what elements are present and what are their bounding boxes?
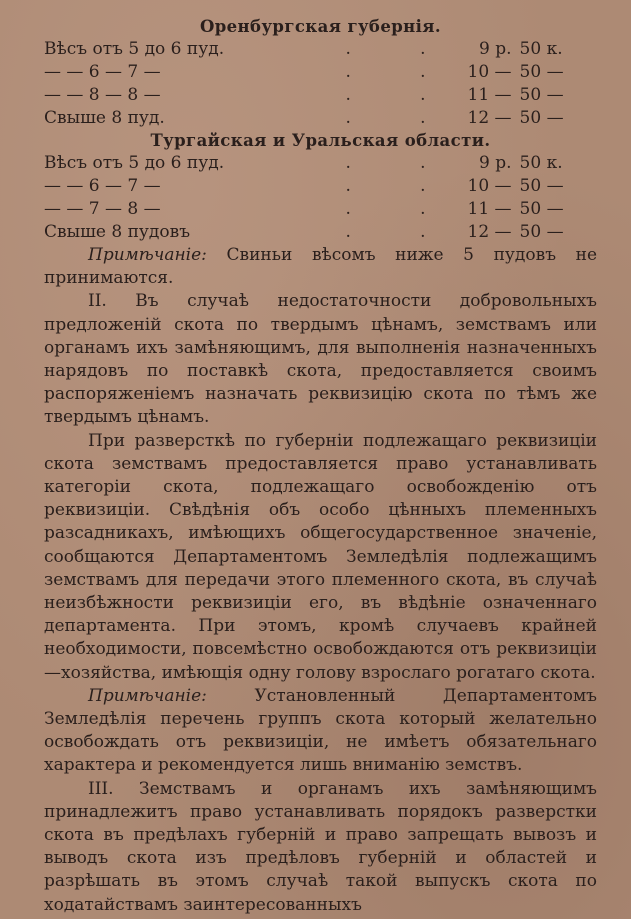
leader-dot: . bbox=[345, 85, 351, 105]
note-label: Примѣчаніе: bbox=[88, 685, 207, 706]
weight-range: — — 6 — 7 — bbox=[44, 176, 161, 196]
price-row bbox=[44, 84, 597, 107]
note-text: Свиньи вѣсомъ ниже 5 пудовъ не принимаются. bbox=[44, 245, 598, 289]
price-kopecks: 50 — bbox=[519, 199, 564, 219]
turgai-heading: Тургайская и Уральская области. bbox=[150, 131, 491, 150]
price-rubles: 9 р. bbox=[479, 153, 512, 173]
price-rubles: 11 — bbox=[467, 85, 512, 105]
price-kopecks: 50 к. bbox=[519, 153, 563, 173]
price-rubles: 9 р. bbox=[479, 39, 512, 59]
paragraph-III: III. Земствамъ и органамъ ихъ замѣняющимъ принадлежитъ право устанавливать порядокъ разверстки скота въ предѣлахъ губерній и право запрещать вывозъ и выводъ скота изъ предѣловъ губерній и областей и разрѣшать въ этомъ случаѣ такой выпускъ скота по ходатайствамъ заинтересованныхъ bbox=[44, 778, 597, 915]
note-exemption-list bbox=[44, 685, 597, 778]
leader-dot: . bbox=[420, 199, 426, 219]
price-row bbox=[44, 152, 597, 175]
weight-range: Вѣсъ отъ 5 до 6 пуд. bbox=[44, 39, 225, 59]
orenburg-price-table bbox=[44, 38, 597, 130]
price-kopecks: 50 — bbox=[519, 176, 564, 196]
weight-range: — — 7 — 8 — bbox=[44, 199, 161, 219]
leader-dot: . bbox=[420, 222, 426, 242]
leader-dot: . bbox=[420, 108, 426, 128]
leader-dot: . bbox=[345, 176, 351, 196]
leader-dot: . bbox=[420, 153, 426, 173]
orenburg-heading: Оренбургская губернія. bbox=[199, 17, 442, 36]
leader-dot: . bbox=[345, 62, 351, 82]
price-row bbox=[44, 175, 597, 198]
price-kopecks: 50 — bbox=[519, 222, 564, 242]
price-row bbox=[44, 61, 597, 84]
turgai-price-table bbox=[44, 152, 597, 244]
price-row bbox=[44, 198, 597, 221]
price-kopecks: 50 — bbox=[519, 62, 564, 82]
leader-dot: . bbox=[420, 85, 426, 105]
weight-range: Свыше 8 пудовъ bbox=[44, 222, 191, 242]
weight-range: — — 8 — 8 — bbox=[44, 85, 161, 105]
leader-dot: . bbox=[345, 222, 351, 242]
leader-dot: . bbox=[345, 39, 351, 59]
leader-dot: . bbox=[420, 62, 426, 82]
price-rubles: 10 — bbox=[467, 176, 512, 196]
leader-dot: . bbox=[420, 39, 426, 59]
price-rubles: 11 — bbox=[467, 199, 512, 219]
note-text: Установленный Департаментомъ Земледѣлія перечень группъ скота который желательно освобождать отъ реквизиціи, не имѣетъ обязательнаго характера и рекомендуется лишь вниманію земствъ. bbox=[44, 685, 597, 776]
price-kopecks: 50 — bbox=[519, 108, 564, 128]
price-row bbox=[44, 38, 597, 61]
price-rubles: 10 — bbox=[467, 62, 512, 82]
paragraph-razverstka: При разверсткѣ по губерніи подлежащаго реквизиціи скота земствамъ предоставляется право устанавливать категоріи скота, подлежащаго освобожденію отъ реквизиціи. Свѣдѣнія объ особо цѣнныхъ племенныхъ разсадникахъ, имѣющихъ общегосударственное значеніе, сообщаются Департаментомъ Земледѣлія подлежащимъ земствамъ для передачи этого племенного скота, въ случаѣ неизбѣжности реквизиціи его, въ вѣдѣніе означеннаго департамента. При этомъ, кромѣ случаевъ крайней необходимости, повсемѣстно освобождаются отъ реквизиціи—хозяйства, имѣющія одну голову взрослаго рогатаго скота. bbox=[44, 430, 597, 683]
leader-dot: . bbox=[420, 176, 426, 196]
price-kopecks: 50 — bbox=[519, 85, 564, 105]
weight-range: Свыше 8 пуд. bbox=[44, 108, 165, 128]
price-rubles: 12 — bbox=[467, 108, 512, 128]
price-kopecks: 50 к. bbox=[519, 39, 563, 59]
leader-dot: . bbox=[345, 108, 351, 128]
note-pigs bbox=[44, 244, 597, 290]
cropped-top-line bbox=[44, 6, 597, 16]
price-row bbox=[44, 221, 597, 244]
weight-range: Вѣсъ отъ 5 до 6 пуд. bbox=[44, 153, 225, 173]
price-rubles: 12 — bbox=[467, 222, 512, 242]
weight-range: — — 6 — 7 — bbox=[44, 62, 161, 82]
price-row bbox=[44, 107, 597, 130]
note-label: Примѣчаніе: bbox=[88, 245, 207, 265]
paragraph-II: II. Въ случаѣ недостаточности добровольныхъ предложеній скота по твердымъ цѣнамъ, земствамъ или органамъ ихъ замѣняющимъ, для выполненія назначенныхъ нарядовъ по поставкѣ скота, предоставляется своимъ распоряженіемъ назначать реквизицію скота по тѣмъ же твердымъ цѣнамъ. bbox=[44, 291, 597, 428]
leader-dot: . bbox=[345, 153, 351, 173]
leader-dot: . bbox=[345, 199, 351, 219]
